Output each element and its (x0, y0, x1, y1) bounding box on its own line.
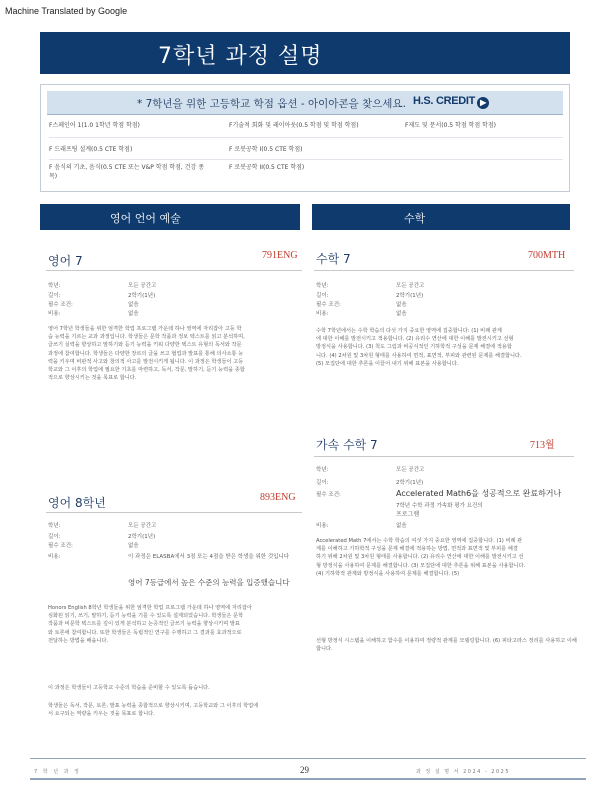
course-value: 모든 공간고 (396, 467, 425, 473)
credit-option-item: F 로봇공학 I(0.5 CTE 학점) (229, 146, 303, 153)
credit-option-item: F기술적 회화 및 레이아웃(0.5 학점 및 학점 학점) (229, 122, 359, 129)
course-label: 비용: (316, 523, 329, 529)
course-code-english-8: 893ENG (260, 492, 296, 503)
course-title-english-8: 영어 8학년 (48, 496, 106, 510)
course-label: 학년: (316, 283, 329, 289)
course-description-accelerated-math-7: Accelerated Math 7에서는 수학 학습의 여섯 가지 중요한 영역에 집중합니다. (1) 비례 관 계를 이해하고 기하학적 구성을 문제 해결에 적용하는 방법, 면적과 표면적 및 부피를 해결 하기 위해 2차원 및 3차원 형태를 사용합니다. (2) 유리수 연산에 대한 이해를 발전시키고 선 형 방정식을 사용하여 문제를 해결합니다. (3) 모집단에 대한 추론을 위해 표본을 사용합니다. (4) 기하학적 관계와 방정식을 사용하여 문제를 해결합니다. (5) (316, 538, 526, 577)
course-description-math-7: 수학 7학년에서는 수학 학습의 다섯 가지 중요한 영역에 집중합니다: (1) 비례 관계 에 대한 이해를 발전시키고 적용합니다. (2) 유리수 연산에 대한 이해를 발전시키고 선형 방정식을 사용합니다. (3) 척도 그림과 비공식적인 기하학적 구성을 문제 해결에 적용합 니다. (4) 2차원 및 3차원 형태를 사용하여 면적, 표면적, 부피와 관련된 문제를 해결합니다. (5) 모집단에 대한 추론을 이끌어 내기 위해 표본을 사용합니다. (316, 328, 522, 367)
course-label: 비용: (316, 311, 329, 317)
course-label: 비용: (48, 311, 61, 317)
credit-options-heading: * 7학년을 위한 고등학교 학점 옵션 - 아이아콘을 찾으세요. (137, 98, 406, 110)
course-value: 없음 (128, 543, 139, 549)
course-prerequisite-note: 영어 7등급에서 높은 수준의 능력을 입증했습니다 (128, 578, 290, 587)
credit-options-box (40, 84, 570, 192)
course-value: 없음 (128, 302, 139, 308)
credit-option-item: F제도 및 문서(0.5 학점 학점 학점) (405, 122, 496, 129)
course-label: 비용: (48, 554, 61, 560)
course-label: 길이: (48, 293, 61, 299)
credit-options-header (47, 91, 563, 115)
course-code-math-7: 700MTH (528, 250, 566, 261)
circle-arrow-icon: ▶ (477, 97, 489, 109)
course-label: 학년: (48, 283, 61, 289)
course-title-english-7: 영어 7 (48, 254, 83, 268)
course-value: 모든 공간고 (128, 523, 157, 529)
course-description-english-8: Honors English 8학년 학생들을 위한 엄격한 학업 프로그램 가운데 하나 영역에 자리잡아 심화된 읽기, 쓰기, 말하기, 듣기 능력을 기를 수 있도록 설계되었습니다. 학생들은 문학 작품과 비문학 텍스트를 깊이 있게 분석하고 논증적인 글쓰기 능력을 향상시키며 발표 와 토론에 참여합니다. 또한 학생들은 독립적인 연구를 수행하고 그 결과를 효과적으로 전달하는 방법을 배웁니다. (48, 605, 252, 644)
course-divider (314, 270, 574, 271)
course-divider (46, 512, 302, 513)
footer-right-text: 과 정 설 명 서 2024 - 2025 (416, 769, 511, 775)
credit-option-item: F 음식의 기초, 음식(0.5 CTE 또는 V&P 학점 학점, 건강 종목) (49, 164, 205, 180)
course-label: 학년: (316, 467, 329, 473)
page-title: 7학년 과정 설명 (158, 44, 323, 69)
course-label: 길이: (48, 534, 61, 540)
course-value: 2학기(1년) (128, 293, 156, 299)
course-value: 없음 (396, 302, 407, 308)
course-value: 없음 (128, 311, 139, 317)
course-code-english-7: 791ENG (262, 250, 298, 261)
course-label: 필수 조건: (316, 492, 341, 498)
course-description-english-8-extra: 학생들은 독서, 작문, 토론, 발표 능력을 종합적으로 향상시키며, 고등학교와 그 이후의 학업에 서 요구되는 역량을 키우는 것을 목표로 합니다. (48, 703, 259, 718)
course-label: 필수 조건: (48, 302, 73, 308)
course-description-english-8-extra: 이 과정은 학생들이 고등학교 수준의 학습을 준비할 수 있도록 돕습니다. (48, 685, 210, 691)
credit-divider (49, 159, 563, 160)
course-value: 이 과정은 ELASBA에서 3점 또는 4점을 받은 학생을 위한 것입니다 (128, 554, 290, 560)
machine-translation-notice: Machine Translated by Google (5, 6, 128, 16)
course-label: 필수 조건: (48, 543, 73, 549)
course-value: 7학년 수학 과정 가속화 평가 요건의 (396, 503, 483, 509)
footer-left-text: 7 학 년 과 정 (34, 769, 81, 775)
course-title-math-7: 수학 7 (316, 252, 351, 266)
course-value: 프로그램 (396, 511, 420, 518)
course-label: 길이: (316, 293, 329, 299)
course-value: 없음 (396, 523, 407, 529)
section-title-english: 영어 언어 예술 (110, 212, 181, 225)
course-description-english-7: 영어 7학년 학생들을 위한 엄격한 학업 프로그램 가운데 하나 영역에 자리잡아 고등 학 습 능력을 기르는 교과 과정입니다. 학생들은 문학 작품과 정보 텍스트를 읽고 분석하며, 글쓰기 실력을 향상하고 말하기와 듣기 능력을 키워 다양한 텍스트 유형의 독서와 작문 과정에 참여합니다. 학생들은 다양한 장르의 글을 쓰고 협업과 발표를 통해 의사소통 능 력을 키우며 비판적 사고와 창의적 사고를 발전시키게 됩니다. 이 과정은 학생들이 고등 학교와 그 이후의 학업에 필요한 기초를 마련하고, 독서, 작문, 말하기, 듣기 능력을 종합 적으로 향상시키는 것을 목표로 합니다. (48, 326, 245, 382)
section-header-math (312, 204, 570, 230)
hs-credit-logo: H.S. CREDIT ▶ (413, 95, 489, 109)
course-label: 길이: (316, 480, 329, 486)
course-description-accelerated-math-7-extra: 선형 방정식 시스템을 이해하고 함수를 이용하여 정량적 관계를 모델링합니다. (6) 피타고라스 정리를 사용하고 이해합니다. (316, 638, 577, 653)
course-value: 2학기(1년) (396, 480, 424, 486)
page-number: 29 (300, 765, 309, 775)
credit-option-item: F 드래프팅 설계(0.5 CTE 학점) (49, 146, 133, 153)
course-value: 없음 (396, 311, 407, 317)
course-value: 2학기(1년) (396, 293, 424, 299)
course-code-accelerated-math-7: 713월 (530, 440, 555, 451)
course-divider (46, 270, 302, 271)
section-header-english (40, 204, 300, 230)
credit-divider (49, 137, 563, 138)
footer-divider (30, 758, 586, 759)
course-value: 모든 공간고 (128, 283, 157, 289)
course-value: 모든 공간고 (396, 283, 425, 289)
course-value: 2학기(1년) (128, 534, 156, 540)
course-value: Accelerated Math6을 성공적으로 완료하거나 (396, 489, 562, 498)
course-divider (314, 456, 574, 457)
course-label: 필수 조건: (316, 302, 341, 308)
title-banner (40, 32, 570, 74)
course-title-accelerated-math-7: 가속 수학 7 (316, 438, 378, 452)
credit-option-item: F스페인어 1(1.0 1학년 학점 학점) (49, 122, 140, 129)
course-label: 학년: (48, 523, 61, 529)
footer-divider (30, 778, 586, 780)
section-title-math: 수학 (404, 212, 426, 225)
credit-option-item: F 로봇공학 II(0.5 CTE 학점) (229, 164, 305, 171)
